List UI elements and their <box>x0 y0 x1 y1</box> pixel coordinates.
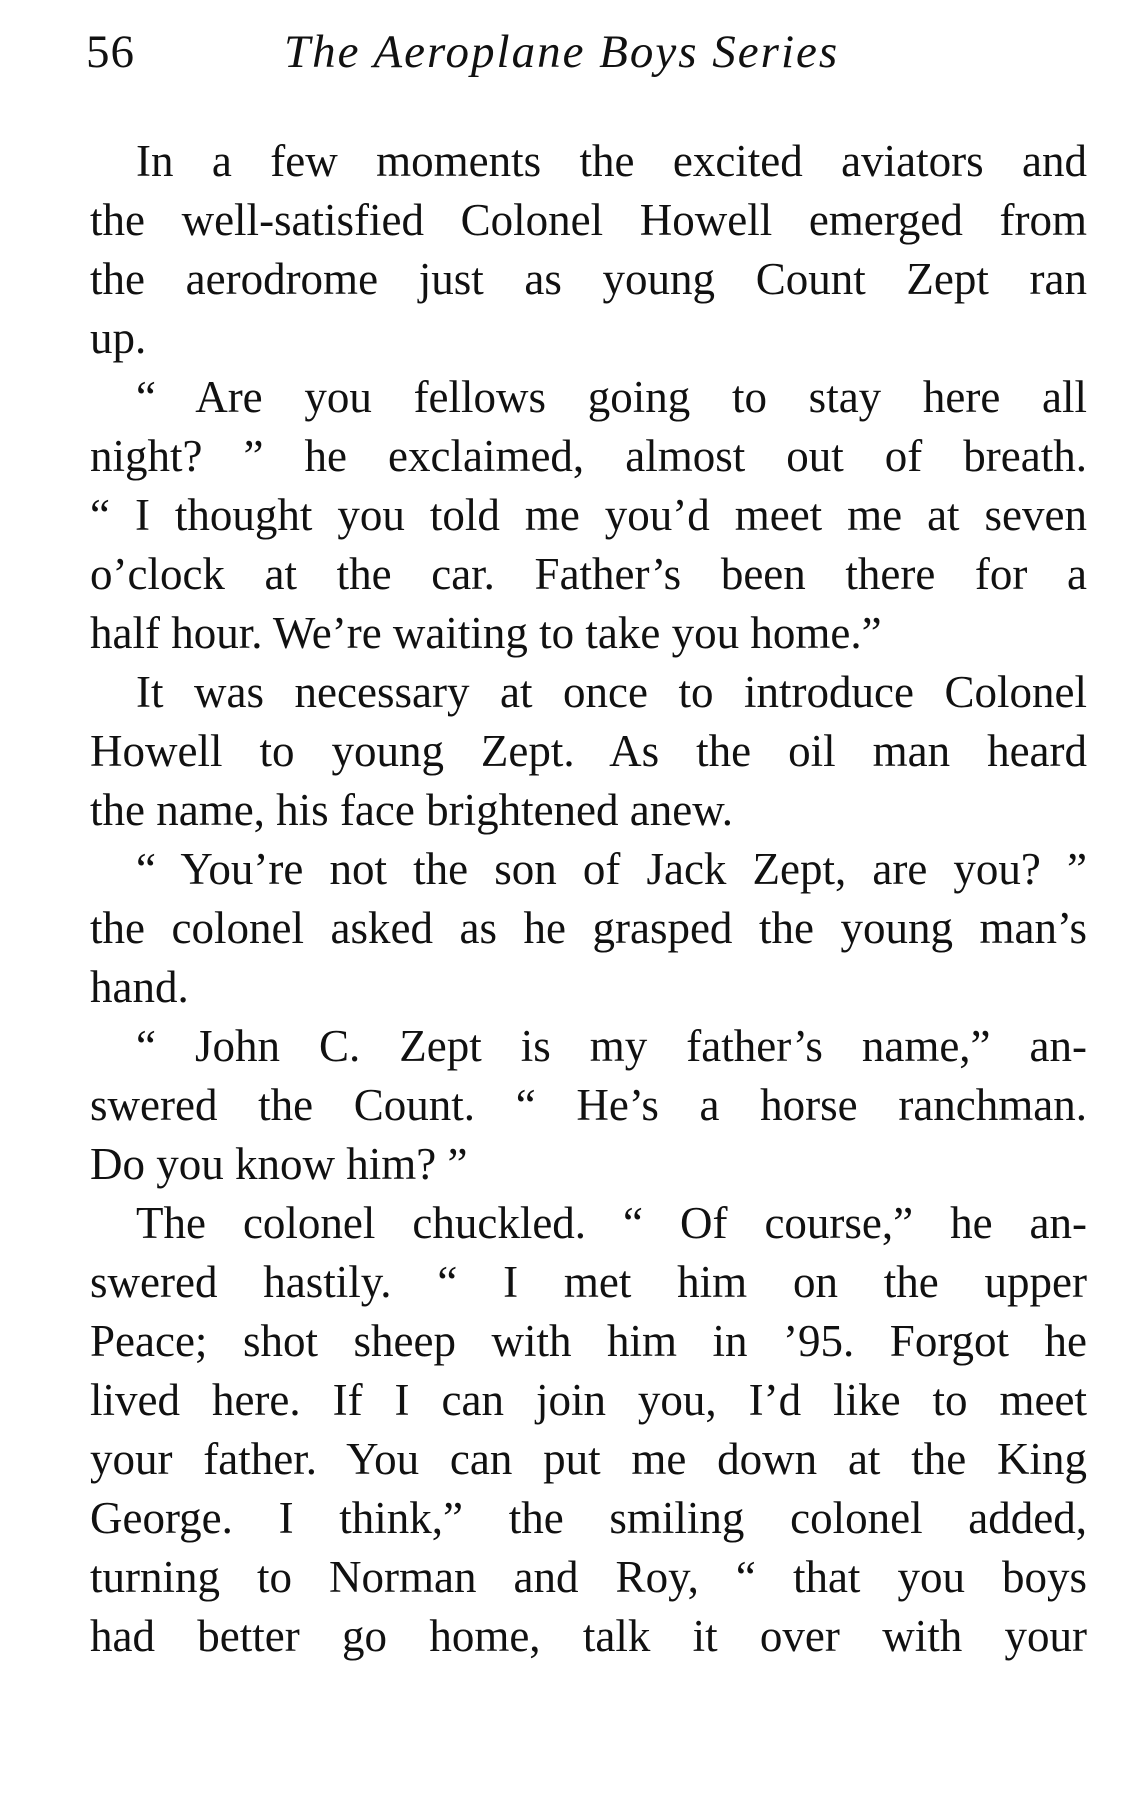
text-line: In a few moments the excited aviators and <box>136 136 1087 186</box>
text-line: “ I thought you told me you’d meet me at seven <box>90 490 1087 540</box>
text-line: the name, his face brightened anew. <box>90 785 734 835</box>
text-line: It was necessary at once to introduce Colonel <box>136 667 1087 717</box>
text-line: your father. You can put me down at the King <box>90 1434 1087 1484</box>
page-number: 56 <box>86 26 135 78</box>
text-line: half hour. We’re waiting to take you home.” <box>90 608 882 658</box>
body-text <box>90 132 1087 1666</box>
text-line: the aerodrome just as young Count Zept ran <box>90 254 1087 304</box>
text-line: Howell to young Zept. As the oil man heard <box>90 726 1087 776</box>
text-line: the well-satisfied Colonel Howell emerged from <box>90 195 1087 245</box>
text-line: “ Are you fellows going to stay here all <box>136 372 1087 422</box>
page-header <box>86 22 1086 82</box>
text-line: Do you know him? ” <box>90 1139 468 1189</box>
text-line: had better go home, talk it over with your <box>90 1611 1087 1661</box>
text-line: up. <box>90 313 147 363</box>
text-line: turning to Norman and Roy, “ that you boys <box>90 1552 1087 1602</box>
text-line: George. I think,” the smiling colonel added, <box>90 1493 1087 1543</box>
text-line: lived here. If I can join you, I’d like to meet <box>90 1375 1087 1425</box>
text-line: Peace; shot sheep with him in ’95. Forgot he <box>90 1316 1087 1366</box>
text-line: night? ” he exclaimed, almost out of breath. <box>90 431 1087 481</box>
text-line: o’clock at the car. Father’s been there for a <box>90 549 1087 599</box>
text-line: swered hastily. “ I met him on the upper <box>90 1257 1087 1307</box>
text-line: “ John C. Zept is my father’s name,” an- <box>136 1021 1087 1071</box>
text-line: swered the Count. “ He’s a horse ranchman. <box>90 1080 1087 1130</box>
running-title: The Aeroplane Boys Series <box>284 26 840 78</box>
text-line: The colonel chuckled. “ Of course,” he an- <box>136 1198 1087 1248</box>
text-line: hand. <box>90 962 189 1012</box>
text-line: “ You’re not the son of Jack Zept, are you? ” <box>136 844 1087 894</box>
text-line: the colonel asked as he grasped the young man’s <box>90 903 1087 953</box>
